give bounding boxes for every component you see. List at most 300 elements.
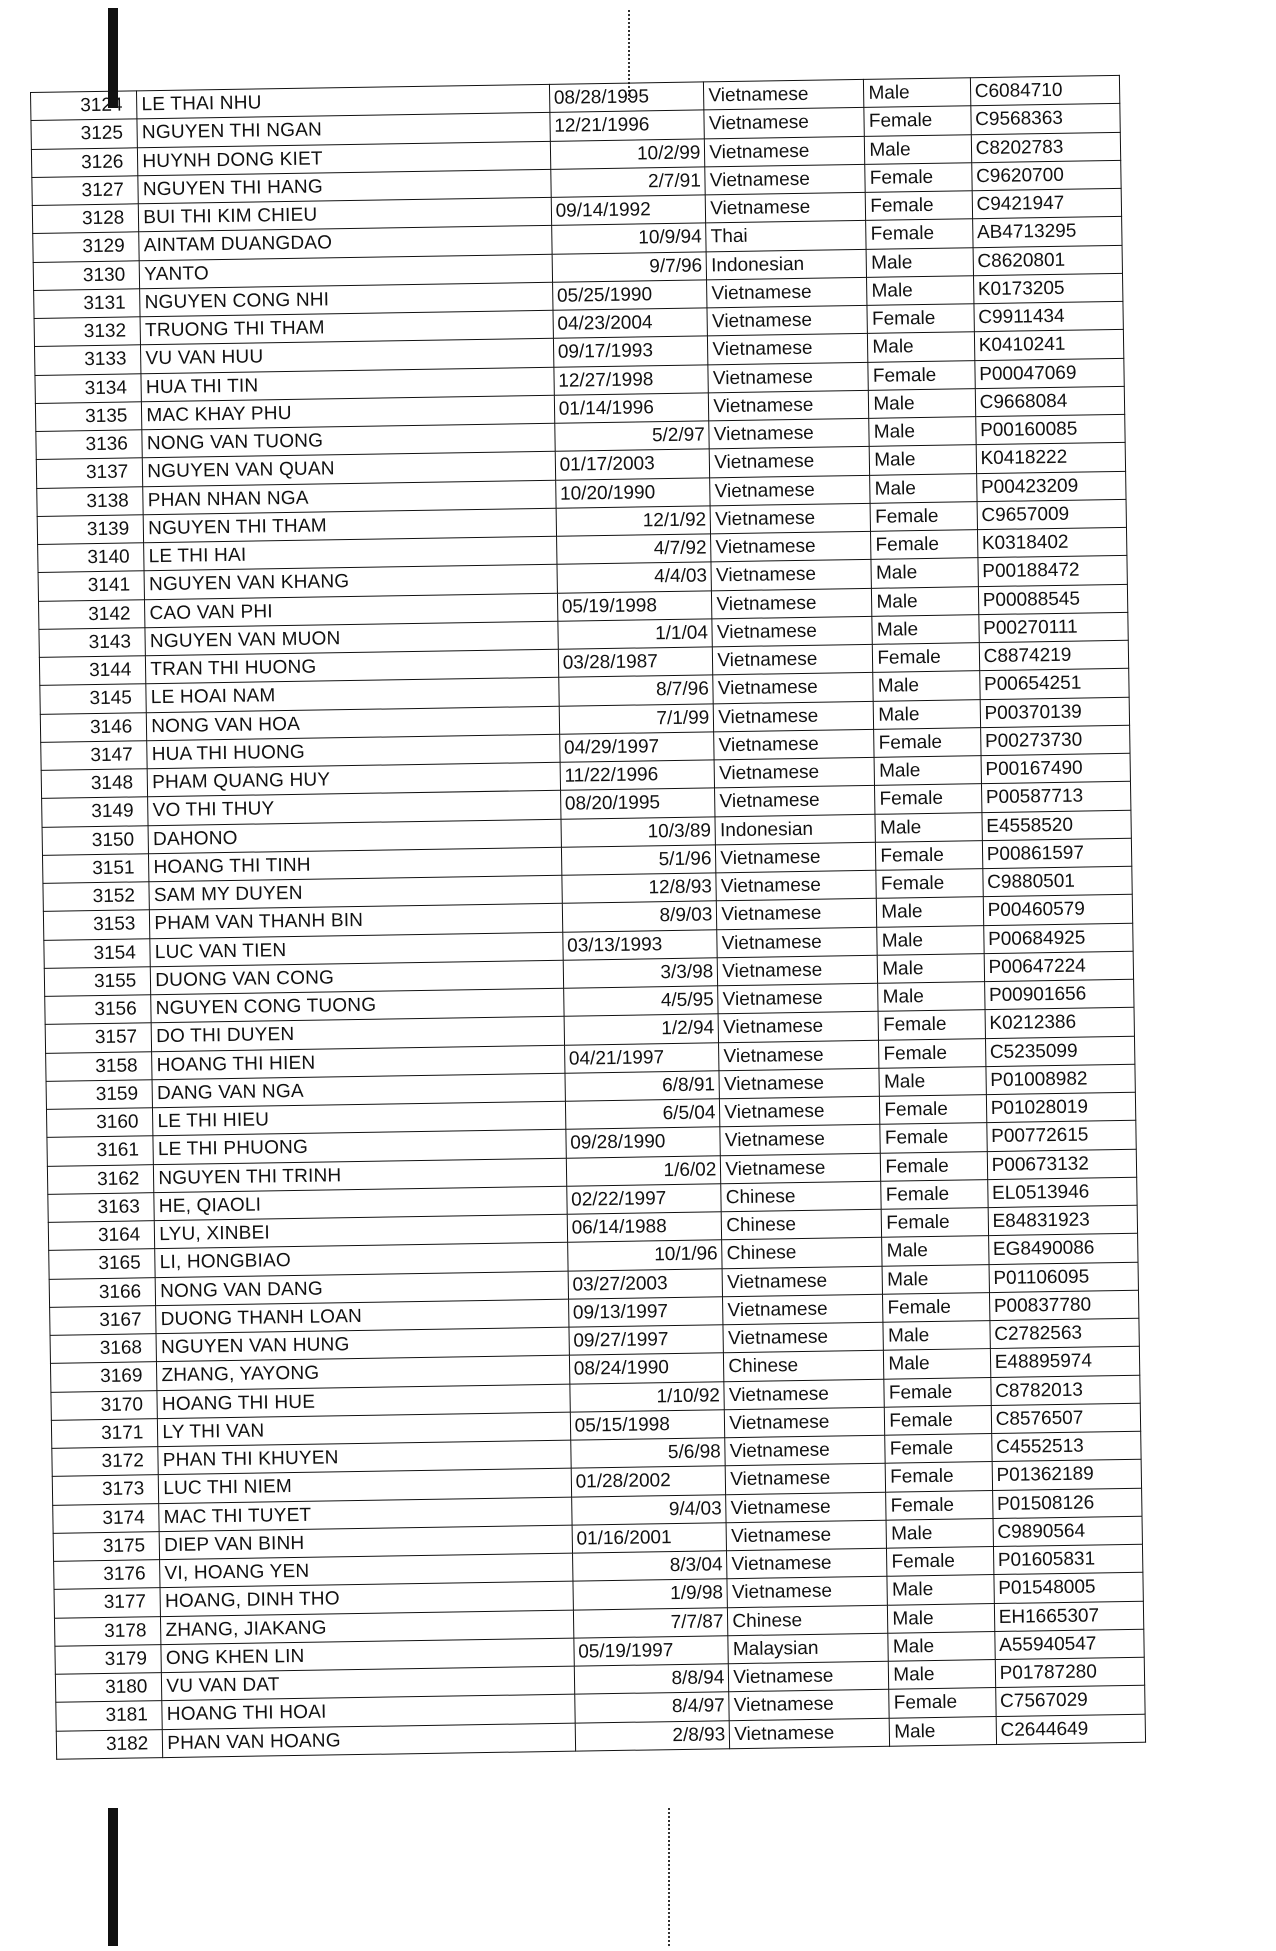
row-number-cell: 3171 — [51, 1418, 158, 1448]
sex-cell: Male — [874, 699, 981, 729]
row-number-cell: 3125 — [31, 119, 138, 149]
nationality-cell: Vietnamese — [717, 899, 877, 930]
passport-number-cell: C8202783 — [971, 132, 1121, 163]
full-name-cell: HOANG THI HUE — [157, 1384, 570, 1419]
date-of-birth-cell: 1/2/94 — [564, 1014, 719, 1045]
row-number-cell: 3172 — [52, 1447, 159, 1477]
sex-cell: Female — [885, 1434, 992, 1464]
row-number-cell: 3153 — [43, 910, 150, 940]
row-number-cell: 3176 — [54, 1560, 161, 1590]
nationality-cell: Indonesian — [715, 814, 875, 845]
row-number-cell: 3136 — [36, 430, 143, 460]
passport-number-cell: E48895974 — [990, 1346, 1140, 1377]
passport-number-cell: C9657009 — [977, 499, 1127, 530]
passport-number-cell: K0410241 — [974, 330, 1124, 361]
nationality-cell: Vietnamese — [713, 673, 873, 704]
row-number-cell: 3133 — [35, 345, 142, 375]
sex-cell: Female — [886, 1462, 993, 1492]
passport-number-cell: EL0513946 — [987, 1177, 1137, 1208]
passport-number-cell: P00460579 — [983, 895, 1133, 926]
row-number-cell: 3156 — [45, 995, 152, 1025]
full-name-cell: NGUYEN VAN QUAN — [143, 452, 556, 487]
date-of-birth-cell: 05/25/1990 — [552, 280, 707, 311]
row-number-cell: 3178 — [54, 1616, 161, 1646]
passport-number-cell: P00160085 — [975, 414, 1125, 445]
row-number-cell: 3174 — [53, 1503, 160, 1533]
date-of-birth-cell: 1/10/92 — [570, 1381, 725, 1412]
row-number-cell: 3180 — [55, 1673, 162, 1703]
nationality-cell: Vietnamese — [706, 192, 866, 223]
row-number-cell: 3145 — [40, 684, 147, 714]
row-number-cell: 3154 — [44, 938, 151, 968]
sex-cell: Male — [866, 247, 973, 277]
full-name-cell: YANTO — [139, 254, 552, 289]
date-of-birth-cell: 1/6/02 — [566, 1155, 721, 1186]
date-of-birth-cell: 08/28/1995 — [549, 82, 704, 113]
passport-number-cell: C9568363 — [971, 104, 1121, 135]
date-of-birth-cell: 7/1/99 — [559, 703, 714, 734]
sex-cell: Male — [874, 756, 981, 786]
passport-number-cell: P01548005 — [994, 1572, 1144, 1603]
nationality-cell: Vietnamese — [704, 79, 864, 110]
sex-cell: Female — [889, 1688, 996, 1718]
nationality-cell: Vietnamese — [723, 1322, 883, 1353]
sex-cell: Female — [882, 1208, 989, 1238]
date-of-birth-cell: 09/14/1992 — [551, 195, 706, 226]
row-number-cell: 3173 — [52, 1475, 159, 1505]
sex-cell: Male — [875, 812, 982, 842]
sex-cell: Female — [883, 1292, 990, 1322]
row-number-cell: 3147 — [41, 740, 148, 770]
row-number-cell: 3157 — [45, 1023, 152, 1053]
nationality-cell: Vietnamese — [707, 277, 867, 308]
nationality-cell: Vietnamese — [712, 588, 872, 619]
row-number-cell: 3165 — [49, 1249, 156, 1279]
row-number-cell: 3182 — [56, 1729, 163, 1759]
full-name-cell: DO THI DUYEN — [151, 1016, 564, 1051]
nationality-cell: Vietnamese — [714, 757, 874, 788]
date-of-birth-cell: 03/28/1987 — [558, 647, 713, 678]
date-of-birth-cell: 4/7/92 — [556, 534, 711, 565]
nationality-cell: Vietnamese — [710, 503, 870, 534]
full-name-cell: PHAM VAN THANH BIN — [150, 903, 563, 938]
date-of-birth-cell: 04/29/1997 — [559, 732, 714, 763]
passport-number-cell: K0173205 — [973, 273, 1123, 304]
nationality-cell: Chinese — [728, 1605, 888, 1636]
passport-number-cell: C2782563 — [990, 1318, 1140, 1349]
full-name-cell: TRAN THI HUONG — [146, 649, 559, 684]
row-number-cell: 3170 — [51, 1390, 158, 1420]
row-number-cell: 3163 — [48, 1192, 155, 1222]
nationality-cell: Vietnamese — [726, 1463, 886, 1494]
nationality-cell: Chinese — [721, 1181, 881, 1212]
sex-cell: Male — [886, 1518, 993, 1548]
date-of-birth-cell: 2/7/91 — [550, 167, 705, 198]
sex-cell: Male — [869, 417, 976, 447]
date-of-birth-cell: 10/9/94 — [551, 223, 706, 254]
date-of-birth-cell: 8/7/96 — [558, 675, 713, 706]
row-number-cell: 3159 — [46, 1079, 153, 1109]
full-name-cell: HUA THI HUONG — [147, 734, 560, 769]
nationality-cell: Thai — [706, 221, 866, 252]
row-number-cell: 3150 — [42, 825, 149, 855]
sex-cell: Male — [870, 473, 977, 503]
full-name-cell: PHAM QUANG HUY — [147, 762, 560, 797]
nationality-cell: Vietnamese — [710, 475, 870, 506]
sex-cell: Male — [890, 1716, 997, 1746]
passport-number-cell: P00837780 — [989, 1290, 1139, 1321]
date-of-birth-cell: 12/21/1996 — [550, 110, 705, 141]
nationality-cell: Vietnamese — [708, 362, 868, 393]
passport-number-cell: AB4713295 — [972, 217, 1122, 248]
date-of-birth-cell: 04/21/1997 — [564, 1042, 719, 1073]
full-name-cell: NONG VAN TUONG — [142, 423, 555, 458]
date-of-birth-cell: 09/27/1997 — [569, 1325, 724, 1356]
passport-number-cell: P00273730 — [980, 725, 1130, 756]
sex-cell: Female — [870, 501, 977, 531]
date-of-birth-cell: 08/24/1990 — [569, 1353, 724, 1384]
full-name-cell: NGUYEN VAN MUON — [145, 621, 558, 656]
sex-cell: Female — [886, 1490, 993, 1520]
passport-number-cell: C8782013 — [990, 1375, 1140, 1406]
nationality-cell: Vietnamese — [714, 701, 874, 732]
full-name-cell: CAO VAN PHI — [145, 593, 558, 628]
full-name-cell: HE, QIAOLI — [154, 1186, 567, 1221]
nationality-cell: Vietnamese — [718, 955, 878, 986]
date-of-birth-cell: 12/8/93 — [562, 873, 717, 904]
nationality-cell: Chinese — [722, 1209, 882, 1240]
full-name-cell: VU VAN DAT — [162, 1666, 575, 1701]
sex-cell: Female — [866, 219, 973, 249]
date-of-birth-cell: 10/1/96 — [567, 1240, 722, 1271]
date-of-birth-cell: 01/17/2003 — [555, 449, 710, 480]
date-of-birth-cell: 09/17/1993 — [553, 336, 708, 367]
full-name-cell: PHAN THI KHUYEN — [158, 1440, 571, 1475]
date-of-birth-cell: 8/8/94 — [574, 1664, 729, 1695]
nationality-cell: Vietnamese — [708, 334, 868, 365]
full-name-cell: LE THI HIEU — [153, 1101, 566, 1136]
row-number-cell: 3131 — [34, 289, 141, 319]
full-name-cell: NGUYEN CONG TUONG — [151, 988, 564, 1023]
passport-number-cell: C5235099 — [985, 1036, 1135, 1067]
full-name-cell: ONG KHEN LIN — [161, 1638, 574, 1673]
sex-cell: Female — [880, 1123, 987, 1153]
passport-number-cell: C2644649 — [996, 1714, 1146, 1745]
row-number-cell: 3167 — [50, 1305, 157, 1335]
nationality-cell: Vietnamese — [727, 1576, 887, 1607]
passport-number-cell: P01028019 — [986, 1092, 1136, 1123]
nationality-cell: Vietnamese — [712, 616, 872, 647]
nationality-cell: Vietnamese — [722, 1266, 882, 1297]
nationality-cell: Vietnamese — [723, 1294, 883, 1325]
sex-cell: Male — [872, 614, 979, 644]
row-number-cell: 3140 — [38, 543, 145, 573]
sex-cell: Male — [878, 982, 985, 1012]
date-of-birth-cell: 10/2/99 — [550, 138, 705, 169]
sex-cell: Male — [877, 897, 984, 927]
full-name-cell: NGUYEN CONG NHI — [140, 282, 553, 317]
row-number-cell: 3141 — [38, 571, 145, 601]
date-of-birth-cell: 5/1/96 — [561, 845, 716, 876]
nationality-cell: Vietnamese — [718, 983, 878, 1014]
passport-number-cell: C9880501 — [982, 866, 1132, 897]
nationality-cell: Vietnamese — [704, 108, 864, 139]
date-of-birth-cell: 02/22/1997 — [566, 1184, 721, 1215]
nationality-cell: Vietnamese — [705, 164, 865, 195]
passport-number-cell: P00270111 — [978, 612, 1128, 643]
sex-cell: Male — [872, 586, 979, 616]
full-name-cell: LE THAI NHU — [137, 84, 550, 119]
passport-number-cell: E84831923 — [988, 1205, 1138, 1236]
row-number-cell: 3137 — [36, 458, 143, 488]
passport-number-cell: P00654251 — [979, 669, 1129, 700]
full-name-cell: VO THI THUY — [148, 791, 561, 826]
sex-cell: Female — [874, 727, 981, 757]
row-number-cell: 3181 — [56, 1701, 163, 1731]
passport-number-cell: A55940547 — [994, 1629, 1144, 1660]
date-of-birth-cell: 9/4/03 — [571, 1494, 726, 1525]
nationality-cell: Vietnamese — [719, 1040, 879, 1071]
nationality-cell: Vietnamese — [711, 531, 871, 562]
row-number-cell: 3132 — [34, 317, 141, 347]
sex-cell: Male — [887, 1575, 994, 1605]
sex-cell: Female — [880, 1095, 987, 1125]
sex-cell: Female — [868, 360, 975, 390]
date-of-birth-cell: 9/7/96 — [552, 251, 707, 282]
full-name-cell: NGUYEN VAN HUNG — [156, 1327, 569, 1362]
date-of-birth-cell: 04/23/2004 — [553, 308, 708, 339]
full-name-cell: AINTAM DUANGDAO — [139, 226, 552, 261]
passenger-table — [30, 75, 1146, 1760]
sex-cell: Female — [875, 784, 982, 814]
full-name-cell: TRUONG THI THAM — [140, 310, 553, 345]
passport-number-cell: K0318402 — [977, 527, 1127, 558]
date-of-birth-cell: 11/22/1996 — [560, 760, 715, 791]
nationality-cell: Vietnamese — [707, 305, 867, 336]
sex-cell: Female — [873, 643, 980, 673]
nationality-cell: Vietnamese — [729, 1661, 889, 1692]
nationality-cell: Vietnamese — [730, 1718, 890, 1749]
passport-number-cell: C8576507 — [991, 1403, 1141, 1434]
row-number-cell: 3149 — [42, 797, 149, 827]
date-of-birth-cell: 6/8/91 — [565, 1071, 720, 1102]
passport-number-cell: C9668084 — [975, 386, 1125, 417]
sex-cell: Male — [868, 332, 975, 362]
row-number-cell: 3127 — [32, 176, 139, 206]
passport-number-cell: C9911434 — [974, 301, 1124, 332]
sex-cell: Male — [865, 134, 972, 164]
passport-number-cell: P00772615 — [986, 1121, 1136, 1152]
passport-number-cell: P01362189 — [992, 1459, 1142, 1490]
row-number-cell: 3175 — [53, 1531, 160, 1561]
sex-cell: Female — [866, 191, 973, 221]
nationality-cell: Vietnamese — [711, 560, 871, 591]
full-name-cell: DANG VAN NGA — [152, 1073, 565, 1108]
passport-number-cell: P00901656 — [984, 979, 1134, 1010]
nationality-cell: Vietnamese — [709, 390, 869, 421]
sex-cell: Female — [876, 840, 983, 870]
sex-cell: Female — [867, 304, 974, 334]
passport-number-cell: C8874219 — [979, 640, 1129, 671]
row-number-cell: 3128 — [32, 204, 139, 234]
date-of-birth-cell: 01/14/1996 — [554, 393, 709, 424]
full-name-cell: PHAN VAN HOANG — [163, 1723, 576, 1758]
sex-cell: Female — [879, 1038, 986, 1068]
sex-cell: Male — [888, 1631, 995, 1661]
row-number-cell: 3144 — [39, 656, 146, 686]
nationality-cell: Vietnamese — [726, 1492, 886, 1523]
sex-cell: Male — [878, 953, 985, 983]
full-name-cell: NGUYEN THI TRINH — [154, 1158, 567, 1193]
row-number-cell: 3129 — [33, 232, 140, 262]
sex-cell: Female — [865, 162, 972, 192]
row-number-cell: 3151 — [42, 853, 149, 883]
date-of-birth-cell: 06/14/1988 — [567, 1212, 722, 1243]
date-of-birth-cell: 5/6/98 — [570, 1438, 725, 1469]
nationality-cell: Vietnamese — [720, 1125, 880, 1156]
full-name-cell: HOANG THI HIEN — [152, 1045, 565, 1080]
nationality-cell: Vietnamese — [717, 927, 877, 958]
full-name-cell: NGUYEN THI NGAN — [137, 113, 550, 148]
full-name-cell: VU VAN HUU — [141, 339, 554, 374]
sex-cell: Male — [888, 1603, 995, 1633]
sex-cell: Male — [867, 275, 974, 305]
date-of-birth-cell: 5/2/97 — [554, 421, 709, 452]
row-number-cell: 3179 — [55, 1644, 162, 1674]
row-number-cell: 3152 — [43, 882, 150, 912]
passport-number-cell: P00370139 — [980, 697, 1130, 728]
nationality-cell: Vietnamese — [709, 418, 869, 449]
nationality-cell: Vietnamese — [721, 1153, 881, 1184]
row-number-cell: 3168 — [50, 1334, 157, 1364]
date-of-birth-cell: 4/5/95 — [563, 986, 718, 1017]
nationality-cell: Vietnamese — [720, 1096, 880, 1127]
full-name-cell: DUONG VAN CONG — [151, 960, 564, 995]
row-number-cell: 3162 — [47, 1164, 154, 1194]
sex-cell: Female — [864, 106, 971, 136]
full-name-cell: HOANG THI TINH — [149, 847, 562, 882]
full-name-cell: HUYNH DONG KIET — [138, 141, 551, 176]
passport-number-cell: P00188472 — [978, 556, 1128, 587]
date-of-birth-cell: 8/9/03 — [562, 901, 717, 932]
date-of-birth-cell: 05/15/1998 — [570, 1410, 725, 1441]
full-name-cell: HOANG THI HOAI — [162, 1694, 575, 1729]
nationality-cell: Vietnamese — [725, 1435, 885, 1466]
full-name-cell: BUI THI KIM CHIEU — [139, 197, 552, 232]
full-name-cell: DAHONO — [148, 819, 561, 854]
row-number-cell: 3177 — [54, 1588, 161, 1618]
row-number-cell: 3161 — [47, 1136, 154, 1166]
passport-number-cell: P00861597 — [982, 838, 1132, 869]
sex-cell: Male — [869, 388, 976, 418]
passport-number-cell: EH1665307 — [994, 1601, 1144, 1632]
full-name-cell: LUC VAN TIEN — [150, 932, 563, 967]
row-number-cell: 3166 — [49, 1277, 156, 1307]
date-of-birth-cell: 2/8/93 — [575, 1720, 730, 1751]
passport-number-cell: P00088545 — [978, 584, 1128, 615]
date-of-birth-cell: 05/19/1997 — [574, 1635, 729, 1666]
row-number-cell: 3138 — [37, 486, 144, 516]
passenger-table-body — [31, 75, 1146, 1759]
passport-number-cell: P00587713 — [981, 782, 1131, 813]
row-number-cell: 3126 — [31, 147, 138, 177]
sex-cell: Male — [870, 445, 977, 475]
full-name-cell: NONG VAN DANG — [155, 1271, 568, 1306]
full-name-cell: LY THI VAN — [158, 1412, 571, 1447]
sex-cell: Male — [883, 1321, 990, 1351]
date-of-birth-cell: 10/20/1990 — [555, 477, 710, 508]
date-of-birth-cell: 1/9/98 — [573, 1579, 728, 1610]
nationality-cell: Vietnamese — [729, 1689, 889, 1720]
full-name-cell: MAC THI TUYET — [159, 1497, 572, 1532]
date-of-birth-cell: 8/3/04 — [572, 1551, 727, 1582]
date-of-birth-cell: 08/20/1995 — [560, 788, 715, 819]
sex-cell: Female — [885, 1405, 992, 1435]
nationality-cell: Vietnamese — [726, 1520, 886, 1551]
full-name-cell: NONG VAN HOA — [147, 706, 560, 741]
passport-number-cell: C9620700 — [971, 160, 1121, 191]
row-number-cell: 3148 — [41, 769, 148, 799]
full-name-cell: ZHANG, JIAKANG — [161, 1610, 574, 1645]
full-name-cell: HUA THI TIN — [141, 367, 554, 402]
passport-number-cell: P00423209 — [976, 471, 1126, 502]
full-name-cell: LE THI HAI — [144, 536, 557, 571]
passport-number-cell: P01106095 — [989, 1262, 1139, 1293]
nationality-cell: Vietnamese — [714, 729, 874, 760]
nationality-cell: Vietnamese — [719, 1068, 879, 1099]
sex-cell: Male — [877, 925, 984, 955]
sex-cell: Male — [864, 78, 971, 108]
passport-number-cell: P00647224 — [984, 951, 1134, 982]
passport-number-cell: K0418222 — [976, 443, 1126, 474]
nationality-cell: Chinese — [724, 1350, 884, 1381]
date-of-birth-cell: 01/28/2002 — [571, 1466, 726, 1497]
row-number-cell: 3139 — [37, 515, 144, 545]
passport-number-cell: P00047069 — [975, 358, 1125, 389]
nationality-cell: Malaysian — [728, 1633, 888, 1664]
row-number-cell: 3160 — [46, 1108, 153, 1138]
nationality-cell: Vietnamese — [713, 644, 873, 675]
passport-number-cell: C9890564 — [993, 1516, 1143, 1547]
sex-cell: Male — [884, 1349, 991, 1379]
passport-number-cell: C4552513 — [991, 1431, 1141, 1462]
full-name-cell: VI, HOANG YEN — [160, 1553, 573, 1588]
full-name-cell: MAC KHAY PHU — [142, 395, 555, 430]
sex-cell: Female — [881, 1179, 988, 1209]
full-name-cell: NGUYEN THI HANG — [138, 169, 551, 204]
sex-cell: Male — [873, 671, 980, 701]
full-name-cell: LI, HONGBIAO — [155, 1242, 568, 1277]
sex-cell: Male — [889, 1660, 996, 1690]
sex-cell: Male — [879, 1066, 986, 1096]
full-name-cell: ZHANG, YAYONG — [157, 1355, 570, 1390]
full-name-cell: DIEP VAN BINH — [159, 1525, 572, 1560]
passport-number-cell: P00684925 — [983, 923, 1133, 954]
date-of-birth-cell: 1/1/04 — [558, 619, 713, 650]
row-number-cell: 3158 — [46, 1051, 153, 1081]
passport-number-cell: C6084710 — [970, 75, 1120, 106]
nationality-cell: Vietnamese — [705, 136, 865, 167]
passport-number-cell: K0212386 — [985, 1008, 1135, 1039]
nationality-cell: Chinese — [722, 1238, 882, 1269]
sex-cell: Female — [871, 530, 978, 560]
nationality-cell: Vietnamese — [724, 1379, 884, 1410]
row-number-cell: 3146 — [40, 712, 147, 742]
row-number-cell: 3134 — [35, 373, 142, 403]
full-name-cell: NGUYEN THI THAM — [143, 508, 556, 543]
nationality-cell: Vietnamese — [710, 447, 870, 478]
passport-number-cell: E4558520 — [982, 810, 1132, 841]
